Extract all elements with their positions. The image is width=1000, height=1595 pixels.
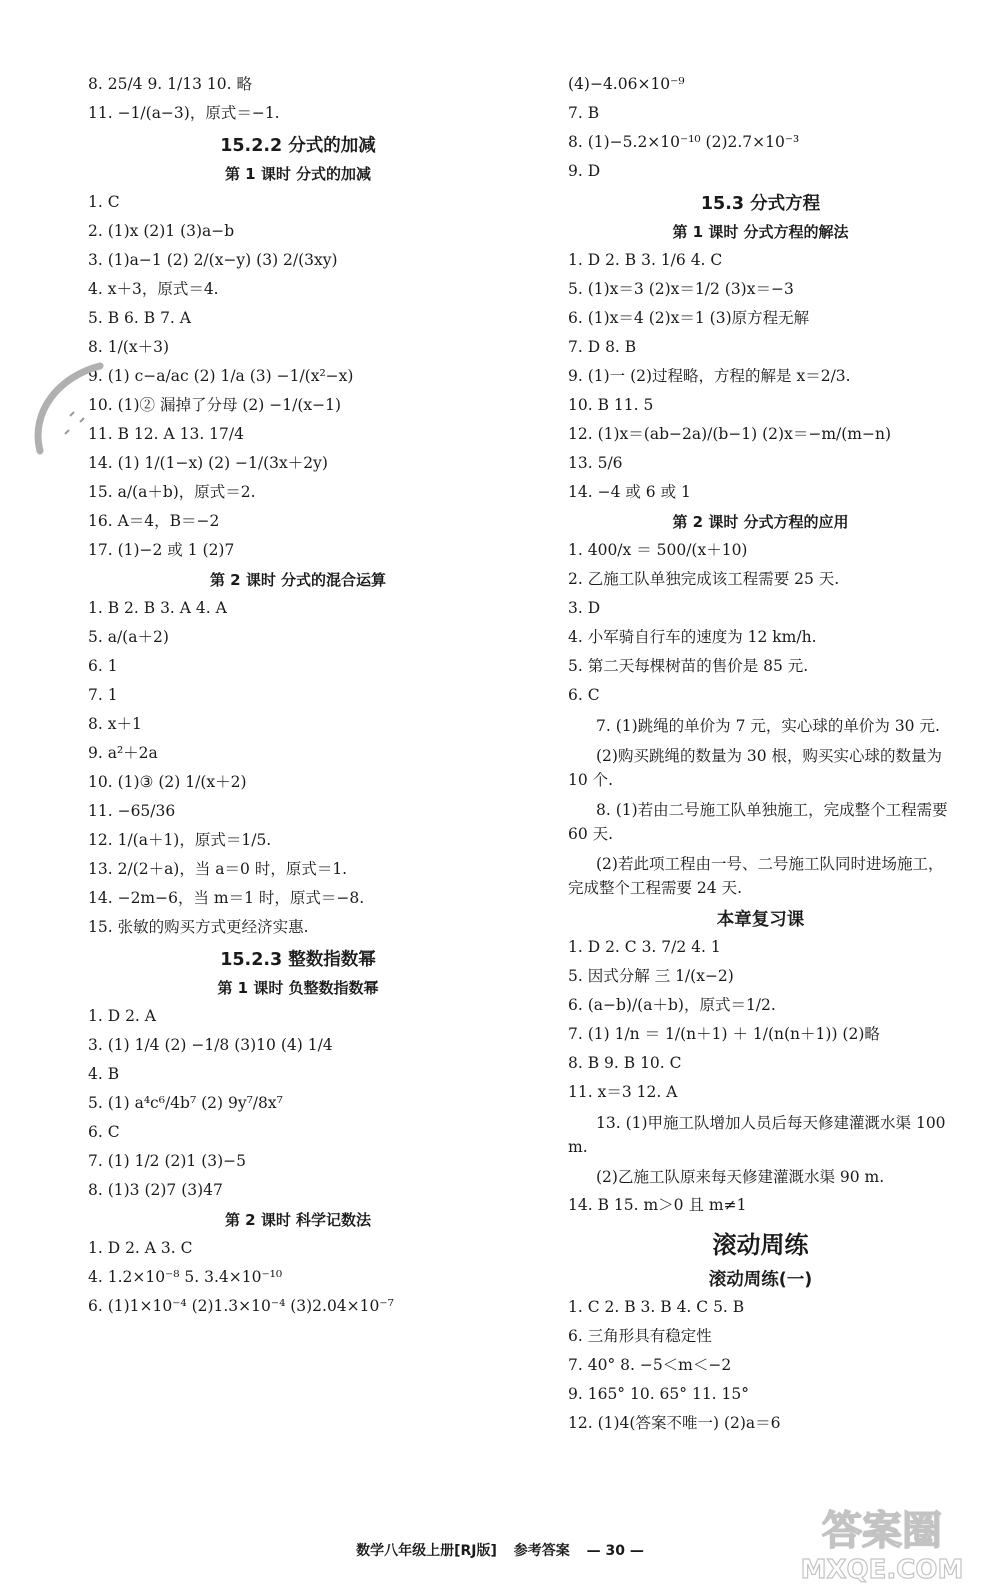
answer-line: 1. B 2. B 3. A 4. A bbox=[88, 599, 227, 617]
answer-line: 5. (1) a⁴c⁶/4b⁷ (2) 9y⁷/8x⁷ bbox=[88, 1094, 283, 1112]
section-title: 15.3 分式方程 bbox=[700, 194, 821, 214]
answer-line: 1. C 2. B 3. B 4. C 5. B bbox=[568, 1298, 745, 1316]
lesson-title: 第 1 课时 分式的加减 bbox=[224, 165, 372, 183]
answer-line: 1. 400/x ＝ 500/(x＋10) bbox=[568, 541, 748, 559]
answer-line: 4. B bbox=[88, 1065, 120, 1083]
answer-line: 7. (1)跳绳的单价为 7 元，实心球的单价为 30 元. bbox=[596, 717, 940, 735]
answer-line: 1. D 2. C 3. 7/2 4. 1 bbox=[568, 938, 721, 956]
right-column bbox=[568, 74, 953, 1442]
answer-line: 11. x＝3 12. A bbox=[568, 1083, 678, 1101]
answer-line: 5. 第二天每棵树苗的售价是 85 元. bbox=[568, 657, 809, 675]
answer-line: 14. −4 或 6 或 1 bbox=[568, 483, 691, 501]
section-title: 滚动周练(一) bbox=[708, 1270, 813, 1290]
answer-line: 9. 165° 10. 65° 11. 15° bbox=[568, 1385, 750, 1403]
answer-line: 6. C bbox=[568, 686, 600, 704]
answer-line: 11. −1/(a−3)，原式＝−1. bbox=[88, 104, 280, 122]
lesson-title: 第 2 课时 分式方程的应用 bbox=[672, 513, 849, 531]
lesson-title: 第 1 课时 分式方程的解法 bbox=[672, 223, 849, 241]
answer-line: 7. 1 bbox=[88, 686, 118, 704]
section-title: 本章复习课 bbox=[716, 910, 805, 930]
answer-line: 14. B 15. m＞0 且 m≠1 bbox=[568, 1196, 747, 1214]
answer-line: 14. (1) 1/(1−x) (2) −1/(3x＋2y) bbox=[88, 454, 328, 472]
answer-line: 6. 三角形具有稳定性 bbox=[568, 1327, 712, 1345]
answer-line: 7. (1) 1/n ＝ 1/(n＋1) ＋ 1/(n(n＋1)) (2)略 bbox=[568, 1025, 880, 1043]
answer-line: 8. x＋1 bbox=[88, 715, 142, 733]
answer-line: 8. B 9. B 10. C bbox=[568, 1054, 682, 1072]
answer-line: 15. a/(a＋b)，原式＝2. bbox=[88, 483, 256, 501]
section-title: 15.2.2 分式的加减 bbox=[220, 136, 376, 156]
answer-line: 9. (1) c−a/ac (2) 1/a (3) −1/(x²−x) bbox=[88, 367, 354, 385]
answer-line: (4)−4.06×10⁻⁹ bbox=[568, 75, 685, 93]
answer-line: (2)若此项工程由一号、二号施工队同时进场施工，完成整个工程需要 24 天. bbox=[568, 855, 944, 897]
answer-line: 5. B 6. B 7. A bbox=[88, 309, 191, 327]
answer-line: (2)乙施工队原来每天修建灌溉水渠 90 m. bbox=[596, 1168, 885, 1186]
section-title: 15.2.3 整数指数幂 bbox=[220, 950, 376, 970]
footer-section: 参考答案 bbox=[513, 1543, 570, 1559]
answer-line: 5. (1)x＝3 (2)x＝1/2 (3)x＝−3 bbox=[568, 280, 794, 298]
answer-line: 3. (1)a−1 (2) 2/(x−y) (3) 2/(3xy) bbox=[88, 251, 338, 269]
answer-line: 11. B 12. A 13. 17/4 bbox=[88, 425, 244, 443]
answer-line: 16. A＝4，B＝−2 bbox=[88, 512, 220, 530]
answer-line: 6. C bbox=[88, 1123, 120, 1141]
answer-line: 8. (1)若由二号施工队单独施工，完成整个工程需要 60 天. bbox=[568, 801, 948, 843]
pen-scribble bbox=[10, 356, 140, 466]
lesson-title: 第 2 课时 科学记数法 bbox=[224, 1211, 372, 1229]
answer-line: 12. (1)4(答案不唯一) (2)a＝6 bbox=[568, 1414, 781, 1432]
answer-line: 15. 张敏的购买方式更经济实惠. bbox=[88, 918, 309, 936]
answer-line: 3. (1) 1/4 (2) −1/8 (3)10 (4) 1/4 bbox=[88, 1036, 333, 1054]
answer-line: 10. B 11. 5 bbox=[568, 396, 654, 414]
answer-line: 6. (1)x＝4 (2)x＝1 (3)原方程无解 bbox=[568, 309, 810, 327]
left-column bbox=[88, 74, 508, 1325]
chapter-title: 滚动周练 bbox=[712, 1231, 809, 1259]
answer-line: 8. (1)−5.2×10⁻¹⁰ (2)2.7×10⁻³ bbox=[568, 133, 800, 151]
answer-line: 3. D bbox=[568, 599, 601, 617]
answer-line: 5. 因式分解 三 1/(x−2) bbox=[568, 967, 734, 985]
answer-line: 12. 1/(a＋1)，原式＝1/5. bbox=[88, 831, 272, 849]
answer-line: 17. (1)−2 或 1 (2)7 bbox=[88, 541, 235, 559]
answer-line: 5. a/(a＋2) bbox=[88, 628, 169, 646]
answer-line: 9. D bbox=[568, 162, 601, 180]
answer-line: 14. −2m−6，当 m＝1 时，原式＝−8. bbox=[88, 889, 365, 907]
answer-line: (2)购买跳绳的数量为 30 根，购买实心球的数量为 10 个. bbox=[568, 747, 943, 789]
answer-line: 13. 5/6 bbox=[568, 454, 623, 472]
answer-line: 8. 25/4 9. 1/13 10. 略 bbox=[88, 75, 252, 93]
answer-line: 7. B bbox=[568, 104, 600, 122]
answer-line: 11. −65/36 bbox=[88, 802, 176, 820]
footer-book: 数学八年级上册[RJ版] bbox=[356, 1543, 497, 1559]
answer-line: 1. D 2. A bbox=[88, 1007, 156, 1025]
footer-page-number: — 30 — bbox=[586, 1543, 644, 1559]
lesson-title: 第 2 课时 分式的混合运算 bbox=[209, 571, 387, 589]
answer-line: 6. 1 bbox=[88, 657, 118, 675]
answer-line: 1. C bbox=[88, 193, 120, 211]
answer-line: 8. (1)3 (2)7 (3)47 bbox=[88, 1181, 223, 1199]
answer-line: 10. (1)③ (2) 1/(x＋2) bbox=[88, 773, 247, 791]
answer-line: 13. 2/(2＋a)，当 a＝0 时，原式＝1. bbox=[88, 860, 348, 878]
answer-line: 7. 40° 8. −5＜m＜−2 bbox=[568, 1356, 732, 1374]
watermark-logo bbox=[782, 1500, 982, 1584]
answer-line: 4. x＋3，原式＝4. bbox=[88, 280, 219, 298]
answer-line: 10. (1)② 漏掉了分母 (2) −1/(x−1) bbox=[88, 396, 342, 414]
answer-line: 12. (1)x＝(ab−2a)/(b−1) (2)x＝−m/(m−n) bbox=[568, 425, 892, 443]
answer-line: 2. (1)x (2)1 (3)a−b bbox=[88, 222, 235, 240]
watermark-en: MXQE.COM bbox=[800, 1555, 964, 1584]
answer-line: 1. D 2. A 3. C bbox=[88, 1239, 193, 1257]
answer-line: 7. D 8. B bbox=[568, 338, 637, 356]
answer-line: 6. (a−b)/(a＋b)，原式＝1/2. bbox=[568, 996, 776, 1014]
answer-line: 7. (1) 1/2 (2)1 (3)−5 bbox=[88, 1152, 247, 1170]
answer-line: 13. (1)甲施工队增加人员后每天修建灌溉水渠 100 m. bbox=[568, 1114, 946, 1156]
watermark-cn: 答案圈 bbox=[822, 1508, 942, 1554]
answer-line: 2. 乙施工队单独完成该工程需要 25 天. bbox=[568, 570, 840, 588]
answer-line: 1. D 2. B 3. 1/6 4. C bbox=[568, 251, 723, 269]
answer-line: 4. 1.2×10⁻⁸ 5. 3.4×10⁻¹⁰ bbox=[88, 1268, 283, 1286]
lesson-title: 第 1 课时 负整数指数幂 bbox=[217, 979, 379, 997]
answer-line: 4. 小军骑自行车的速度为 12 km/h. bbox=[568, 628, 817, 646]
answer-line: 9. a²＋2a bbox=[88, 744, 158, 762]
answer-line: 9. (1)一 (2)过程略，方程的解是 x＝2/3. bbox=[568, 367, 851, 385]
answer-line: 6. (1)1×10⁻⁴ (2)1.3×10⁻⁴ (3)2.04×10⁻⁷ bbox=[88, 1297, 394, 1315]
answer-line: 8. 1/(x＋3) bbox=[88, 338, 169, 356]
